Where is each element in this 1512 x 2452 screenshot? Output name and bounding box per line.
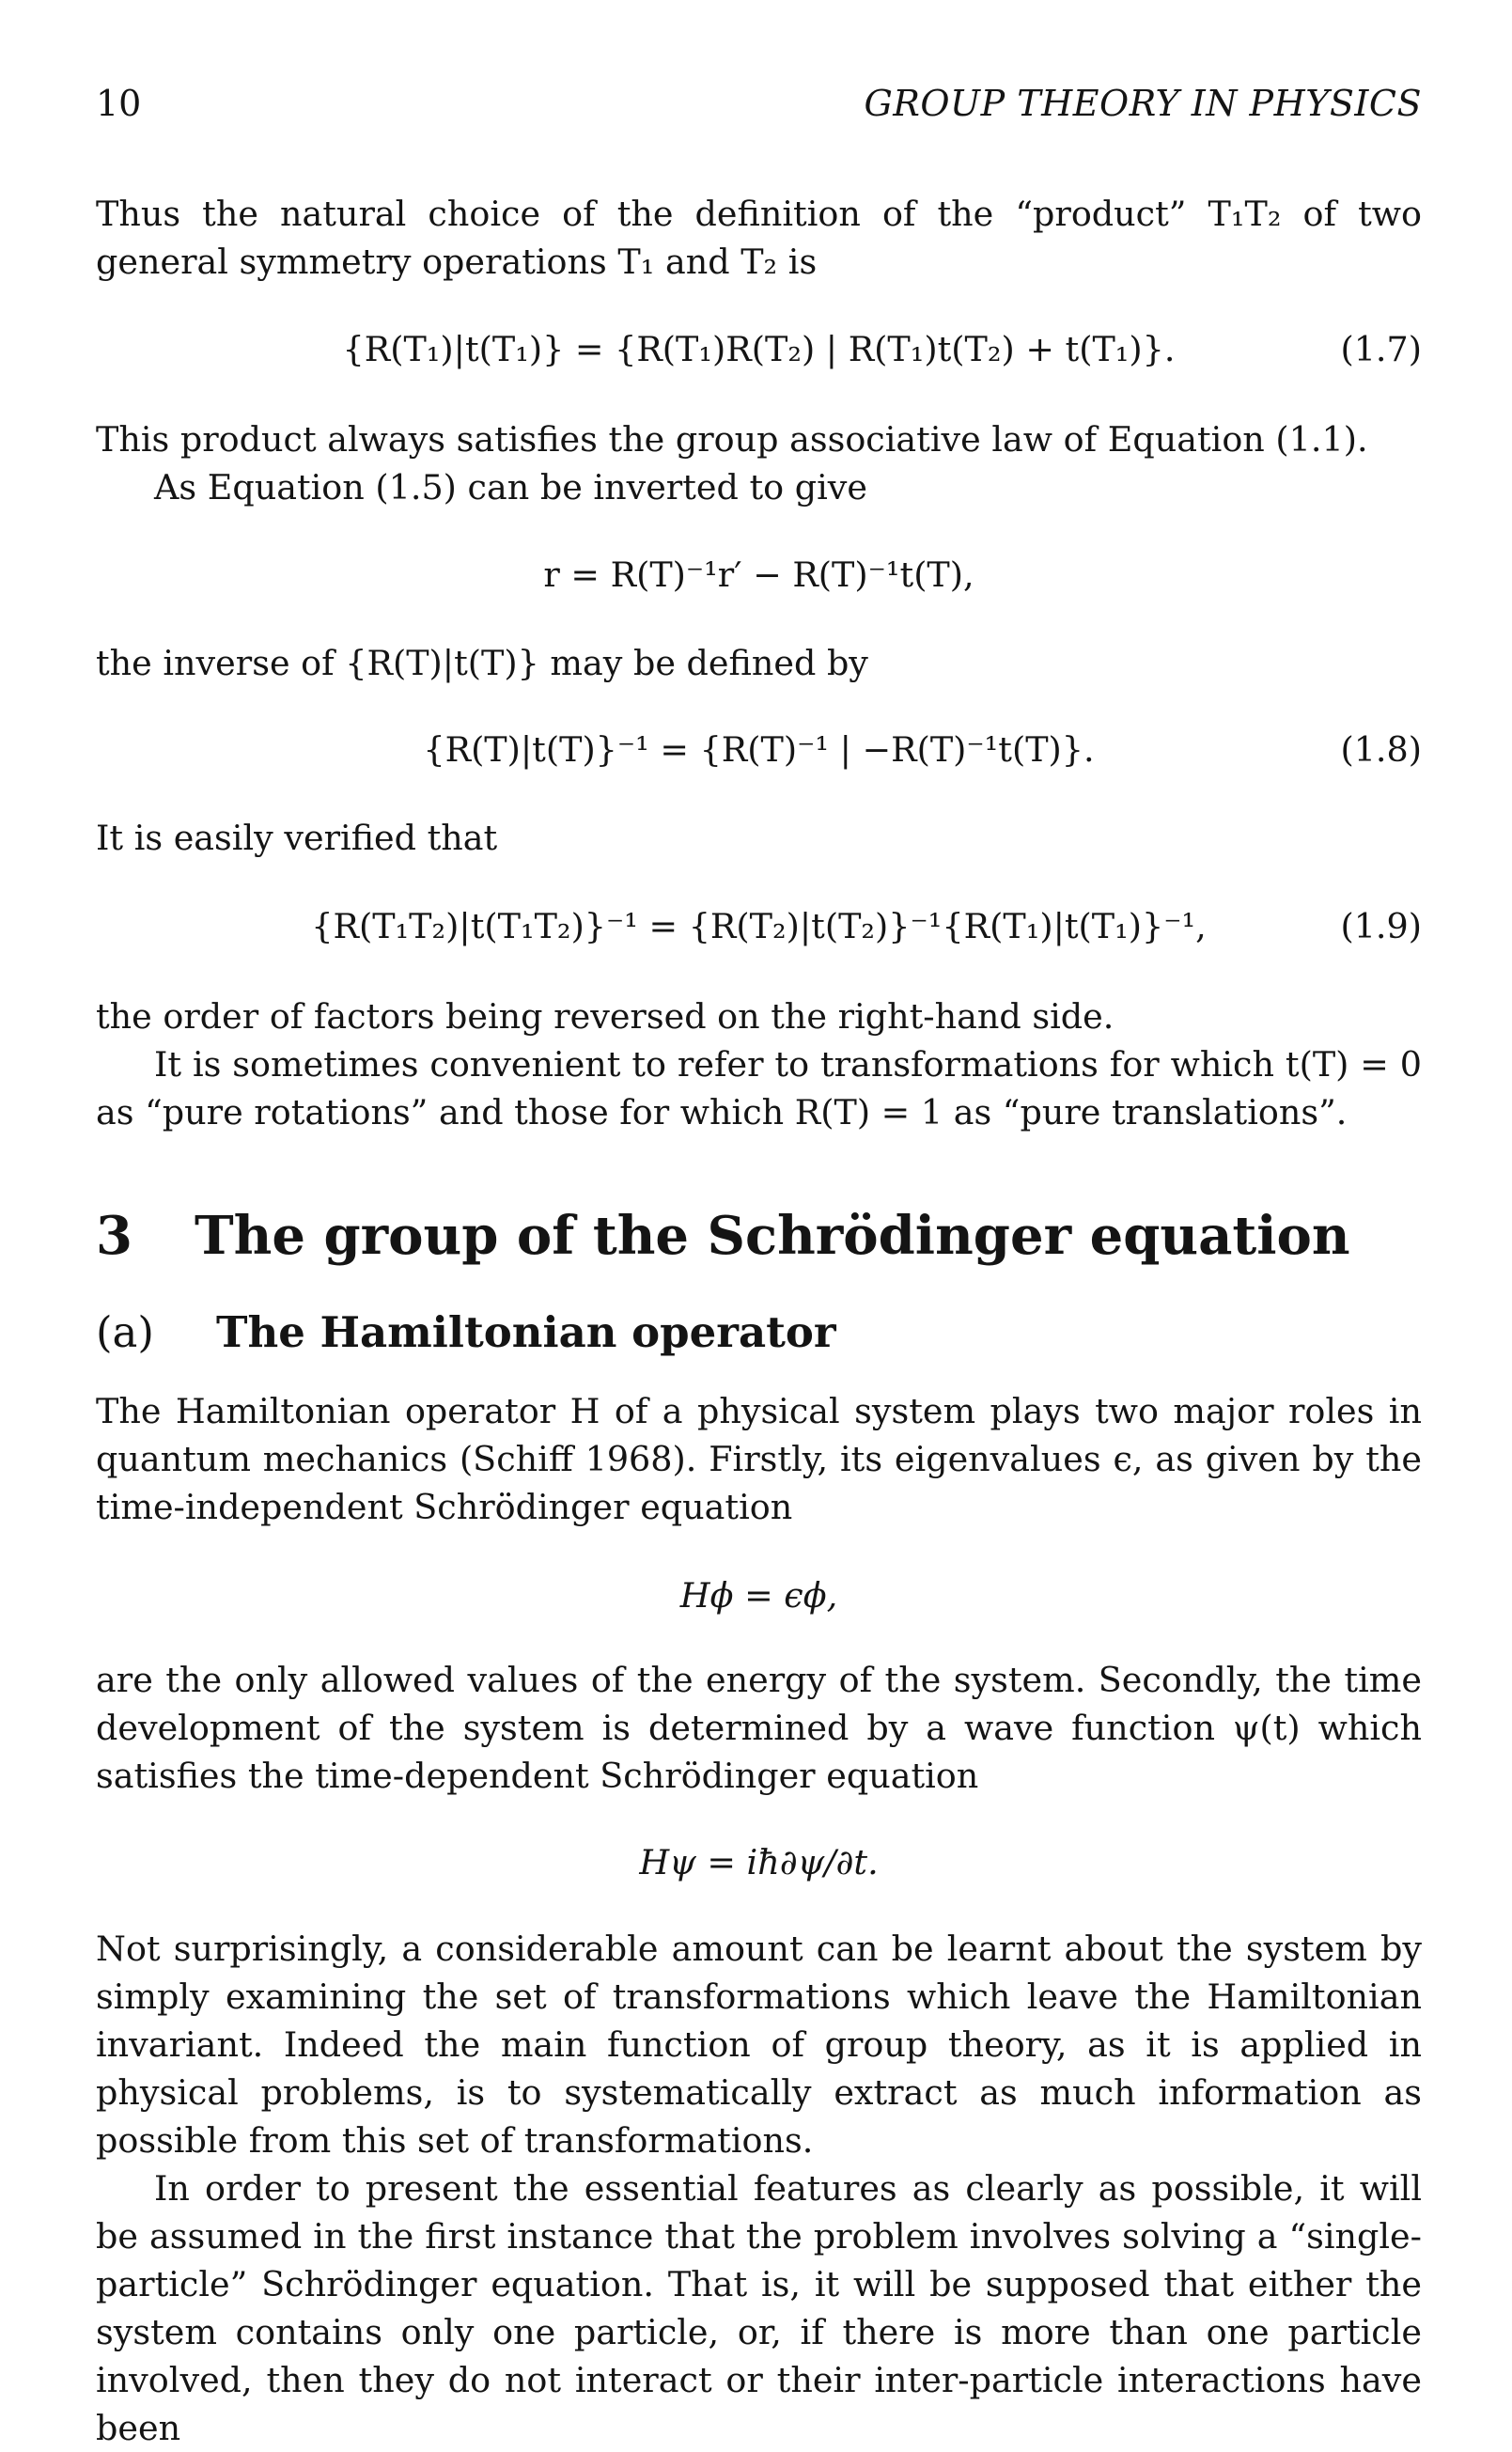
equation-expression: {R(T₁)|t(T₁)} = {R(T₁)R(T₂) | R(T₁)t(T₂) + t(T₁)}.: [342, 329, 1176, 369]
equation-expression: r = R(T)⁻¹r′ − R(T)⁻¹t(T),: [543, 554, 974, 595]
subsection-heading: [96, 1304, 836, 1361]
paragraph-text: This product always satisfies the group associative law of Equation (1.1).: [96, 419, 1368, 460]
paragraph-product-definition: [96, 190, 1422, 286]
equation-expression: Hψ = iħ∂ψ/∂t.: [639, 1842, 879, 1882]
paragraph-text: As Equation (1.5) can be inverted to give: [154, 467, 867, 508]
paragraph-text: It is easily verified that: [96, 818, 498, 858]
paragraph-verified: [96, 814, 1422, 862]
paragraph-group-theory: [96, 1925, 1422, 2452]
equation-number: (1.7): [1340, 329, 1422, 369]
paragraph-text: the inverse of {R(T)|t(T)} may be defined by: [96, 643, 868, 683]
paragraph-inverse: [96, 639, 1422, 687]
running-title: GROUP THEORY IN PHYSICS: [864, 83, 1422, 124]
paragraph-hamiltonian: [96, 1387, 1422, 1531]
section-title: The group of the Schrödinger equation: [195, 1205, 1350, 1267]
paragraph-text: are the only allowed values of the energy of the system. Secondly, the time development of the system is determined by a wave function ψ(t) which satisfies the time-dependent Schrödinger equation: [96, 1660, 1422, 1796]
subsection-number: (a): [96, 1307, 154, 1357]
equation-expression: {R(T)|t(T)}⁻¹ = {R(T)⁻¹ | −R(T)⁻¹t(T)}.: [423, 729, 1095, 770]
equation-expression: {R(T₁T₂)|t(T₁T₂)}⁻¹ = {R(T₂)|t(T₂)}⁻¹{R(T₁)|t(T₁)}⁻¹,: [311, 906, 1207, 946]
running-header: [96, 83, 1422, 130]
paragraph-energy-values: [96, 1656, 1422, 1800]
subsection-title: The Hamiltonian operator: [216, 1307, 836, 1357]
equation-number: (1.8): [1340, 729, 1422, 770]
equation-expression: Hϕ = ϵϕ,: [679, 1575, 838, 1616]
paragraph-order-of-factors: [96, 992, 1422, 1136]
paragraph-text: the order of factors being reversed on the right-hand side.: [96, 996, 1115, 1037]
paragraph-associative-law: [96, 415, 1422, 511]
paragraph-text: It is sometimes convenient to refer to transformations for which t(T) = 0 as “pure rotations” and those for which R(T) = 1 as “pure translations”.: [96, 1044, 1422, 1132]
paragraph-text: Thus the natural choice of the definition of the “product” T₁T₂ of two general symmetry operations T₁ and T₂ is: [96, 194, 1422, 282]
paragraph-text: In order to present the essential features as clearly as possible, it will be assumed in the first instance that the problem involves solving a “single-particle” Schrödinger equation. That is, it will be supposed that either the system contains only one particle, or, if there is more than one particle involved, then they do not interact or their inter-particle interactions have been: [96, 2168, 1422, 2448]
paragraph-text: Not surprisingly, a considerable amount can be learnt about the system by simply examining the set of transformations which leave the Hamiltonian invariant. Indeed the main function of group theory, as it is applied in physical problems, is to systematically extract as much information as possible from this set of transformations.: [96, 1929, 1422, 2161]
equation-number: (1.9): [1340, 906, 1422, 946]
section-heading: [96, 1203, 1350, 1269]
page-number: 10: [96, 83, 142, 124]
section-number: 3: [96, 1205, 132, 1267]
paragraph-text: The Hamiltonian operator H of a physical system plays two major roles in quantum mechanics (Schiff 1968). Firstly, its eigenvalues ϵ, as given by the time-independent Schrödinger equation: [96, 1391, 1422, 1527]
